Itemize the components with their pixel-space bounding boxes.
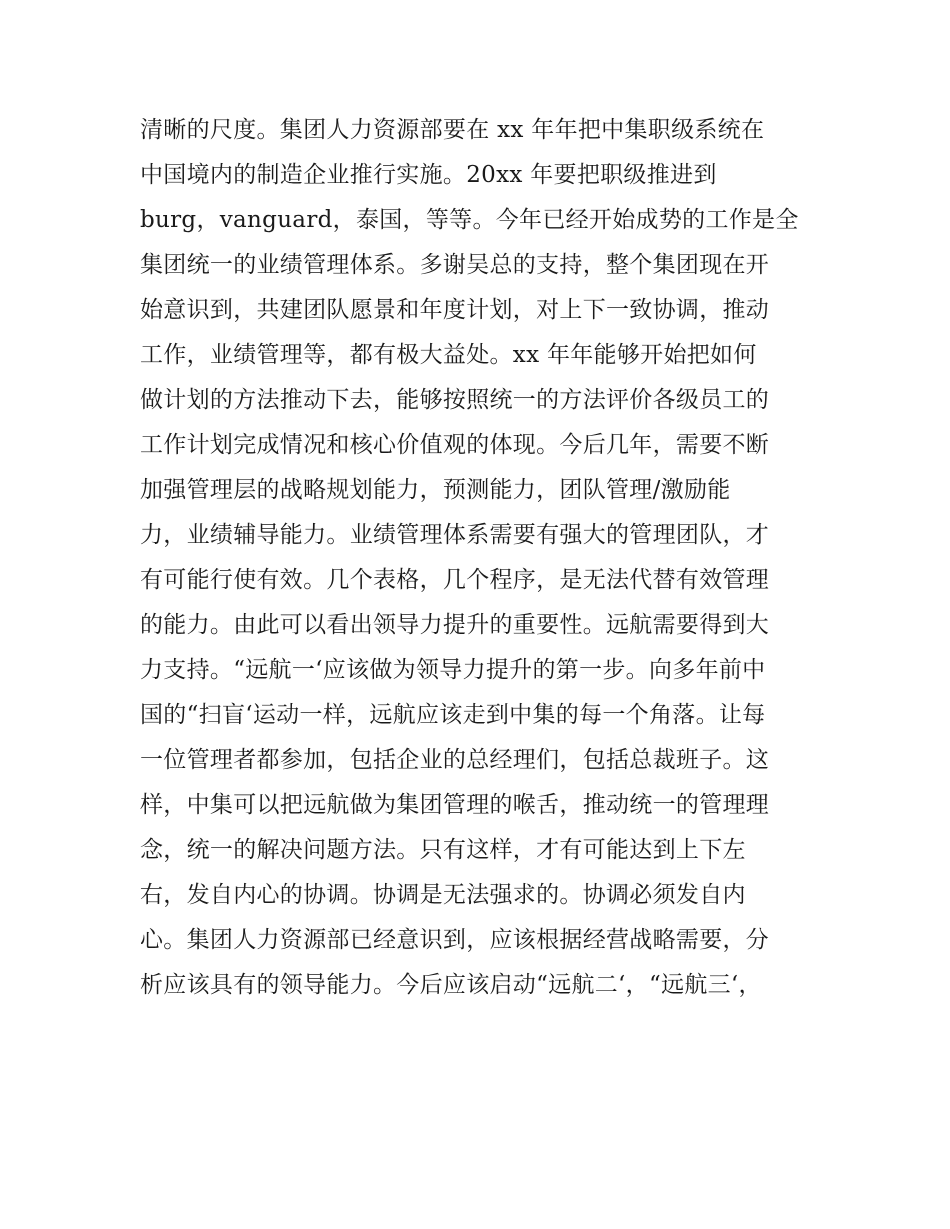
text-line-3: burg，vanguard，泰国，等等。今年已经开始成势的工作是全 <box>140 207 799 233</box>
text-line-18: 右，发自内心的协调。协调是无法强求的。协调必须发自内 <box>140 882 746 908</box>
text-line-9: 加强管理层的战略规划能力，预测能力，团队管理/激励能 <box>140 477 731 503</box>
text-line-20: 析应该具有的领导能力。今后应该启动“远航二‘，“远航三‘， <box>140 972 762 998</box>
text-line-10: 力，业绩辅导能力。业绩管理体系需要有强大的管理团队，才 <box>140 522 770 548</box>
text-line-7: 做计划的方法推动下去，能够按照统一的方法评价各级员工的 <box>140 387 770 413</box>
text-line-14: 国的“扫盲‘运动一样，远航应该走到中集的每一个角落。让每 <box>140 702 766 728</box>
text-line-4: 集团统一的业绩管理体系。多谢吴总的支持，整个集团现在开 <box>140 252 770 278</box>
text-line-17: 念，统一的解决问题方法。只有这样，才有可能达到上下左 <box>140 837 746 863</box>
text-line-8: 工作计划完成情况和核心价值观的体现。今后几年，需要不断 <box>140 432 770 458</box>
text-line-16: 样，中集可以把远航做为集团管理的喉舌，推动统一的管理理 <box>140 792 770 818</box>
text-line-13: 力支持。“远航一‘应该做为领导力提升的第一步。向多年前中 <box>140 657 766 683</box>
text-line-11: 有可能行使有效。几个表格，几个程序，是无法代替有效管理 <box>140 567 770 593</box>
body-text <box>140 110 820 1010</box>
text-line-2: 中国境内的制造企业推行实施。20xx 年要把职级推进到 <box>140 162 717 188</box>
text-line-12: 的能力。由此可以看出领导力提升的重要性。远航需要得到大 <box>140 612 770 638</box>
text-line-5: 始意识到，共建团队愿景和年度计划，对上下一致协调，推动 <box>140 297 770 323</box>
text-line-1: 清晰的尺度。集团人力资源部要在 xx 年年把中集职级系统在 <box>140 117 765 143</box>
text-line-19: 心。集团人力资源部已经意识到，应该根据经营战略需要，分 <box>140 927 770 953</box>
text-line-15: 一位管理者都参加，包括企业的总经理们，包括总裁班子。这 <box>140 747 770 773</box>
text-line-6: 工作，业绩管理等，都有极大益处。xx 年年能够开始把如何 <box>140 342 757 368</box>
